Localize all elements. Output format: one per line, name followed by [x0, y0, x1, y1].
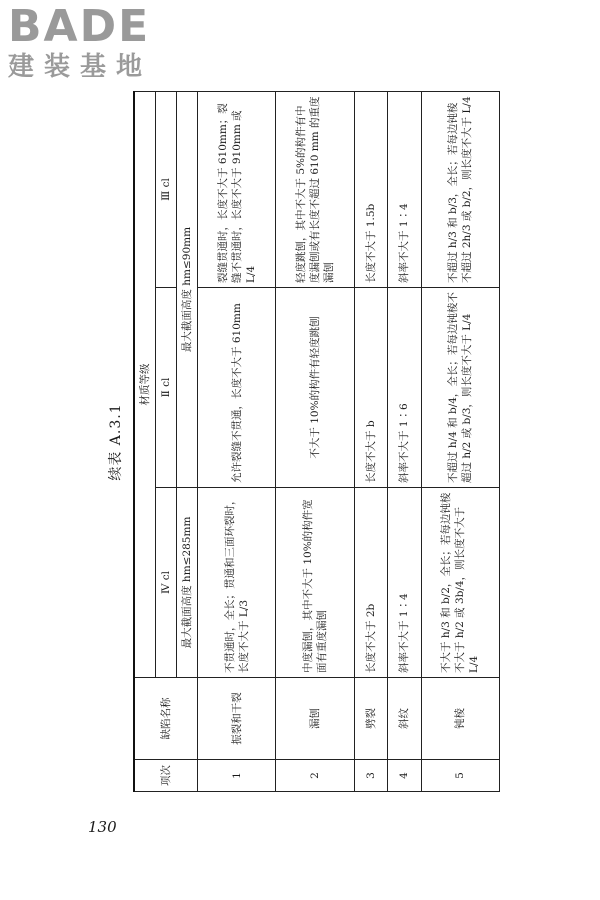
row-defect-name: 钝棱 — [421, 678, 499, 760]
row-grade-ii: 允许裂缝不贯通，长度不大于 610mm — [198, 288, 276, 488]
row-number: 1 — [198, 760, 276, 792]
rotated-table-block — [105, 92, 500, 792]
header-material-grade: 材质等级 — [134, 92, 156, 678]
row-defect-name: 振裂和干裂 — [198, 678, 276, 760]
row-grade-iv: 中度漏刨，其中不大于 10%的构件宽面有重度漏刨 — [276, 488, 354, 678]
header-grade-iv: Ⅳ cl — [156, 488, 177, 678]
table-row — [388, 92, 422, 792]
row-grade-iv: 长度不大于 2b — [354, 488, 388, 678]
row-number: 2 — [276, 760, 354, 792]
header-cond-ii-iii: 最大截面高度 hm≤90mm — [177, 92, 198, 488]
header-grade-ii: Ⅱ cl — [156, 288, 177, 488]
row-number: 3 — [354, 760, 388, 792]
row-grade-ii: 长度不大于 b — [354, 288, 388, 488]
row-number: 5 — [421, 760, 499, 792]
logo-text: BADE — [8, 1, 151, 52]
row-grade-iii: 长度不大于 1.5b — [354, 92, 388, 288]
table-row — [421, 92, 499, 792]
header-defect-name: 缺陷名称 — [134, 678, 198, 760]
header-grade-iii: Ⅲ cl — [156, 92, 177, 288]
row-grade-iii: 不超过 h/3 和 b/3，全长；若每边钝棱不超过 2h/3 或 b/2，则长度不大于 L/4 — [421, 92, 499, 288]
row-grade-iii: 斜率不大于 1∶4 — [388, 92, 422, 288]
defect-table — [133, 91, 500, 792]
row-grade-iii: 裂缝贯通时，长度不大于 610mm；裂缝不贯通时，长度不大于 910mm 或 L/4 — [198, 92, 276, 288]
row-grade-iii: 轻度跳刨，其中不大于 5%的构件有中度漏刨或有长度不超过 610 mm 的重度漏刨 — [276, 92, 354, 288]
row-defect-name: 斜纹 — [388, 678, 422, 760]
row-grade-ii: 不大于 10%的构件有轻度跳刨 — [276, 288, 354, 488]
watermark-logo — [8, 1, 178, 82]
row-grade-ii: 不超过 h/4 和 b/4，全长；若每边钝棱不超过 h/2 或 b/3，则长度不大于 L/4 — [421, 288, 499, 488]
header-item-no: 项次 — [134, 760, 198, 792]
table-row — [198, 92, 276, 792]
row-grade-iv: 不贯通时，全长；贯通和三面环裂时，长度不大于 L/3 — [198, 488, 276, 678]
header-cond-iv: 最大截面高度 hm≤285mm — [177, 488, 198, 678]
page-number: 130 — [88, 818, 117, 836]
table-row — [354, 92, 388, 792]
row-number: 4 — [388, 760, 422, 792]
row-defect-name: 漏刨 — [276, 678, 354, 760]
table-row — [276, 92, 354, 792]
logo-subtitle: 建装基地 — [8, 52, 153, 82]
row-grade-iv: 斜率不大于 1∶4 — [388, 488, 422, 678]
row-grade-ii: 斜率不大于 1∶6 — [388, 288, 422, 488]
row-grade-iv: 不大于 h/3 和 b/2，全长；若每边钝棱不大于 h/2 或 3b/4，则长度不大于 L/4 — [421, 488, 499, 678]
table-caption: 续表 A.3.1 — [108, 403, 124, 481]
row-defect-name: 劈裂 — [354, 678, 388, 760]
